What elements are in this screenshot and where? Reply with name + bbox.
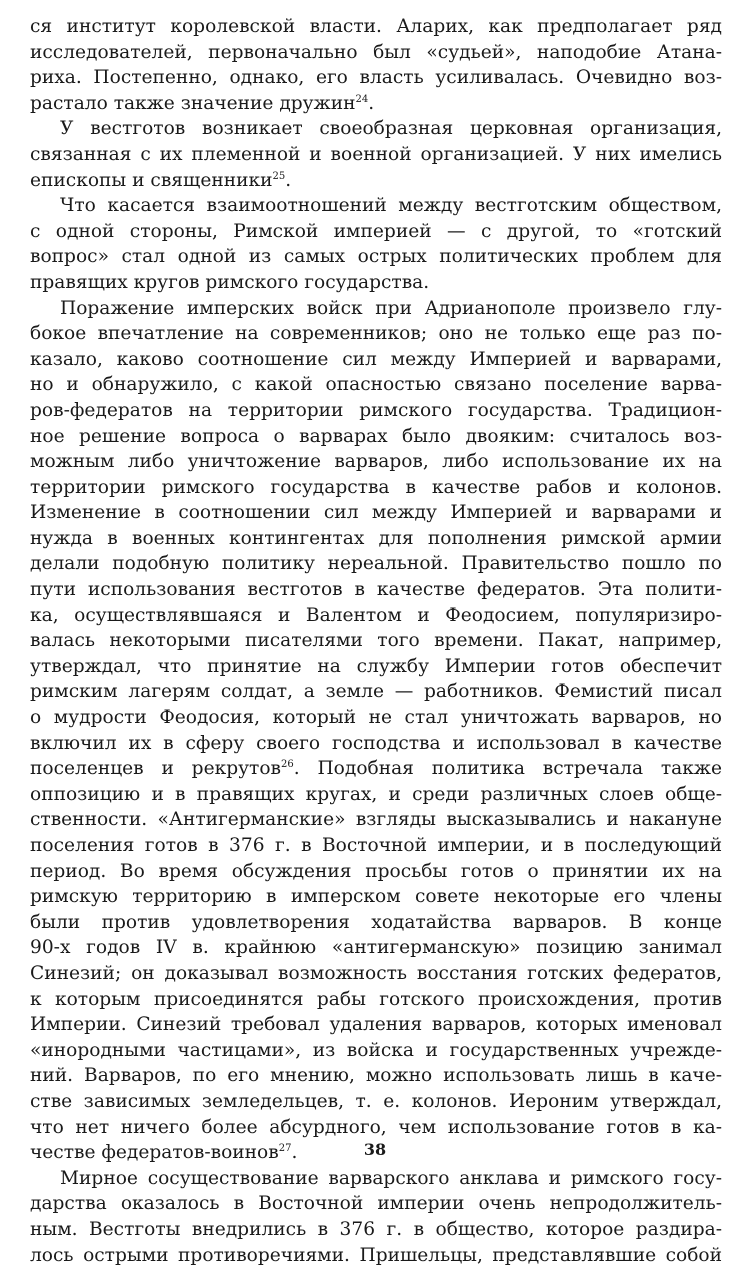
line-text: У вестготов возникает своеобразная церковная организация, — [60, 118, 722, 139]
text-line — [30, 628, 722, 654]
line-text: включил их в сферу своего господства и использовал в качестве — [30, 733, 722, 754]
footnote-ref: 24 — [356, 94, 369, 105]
line-text: казало, каково соотношение сил между Империей и варварами, — [30, 349, 722, 370]
text-line — [30, 244, 722, 270]
line-text: 90-х годов IV в. крайнюю «антигерманскую» позицию занимал — [30, 937, 722, 958]
text-line — [30, 449, 722, 475]
text-line — [30, 116, 722, 142]
text-line — [30, 1089, 722, 1115]
line-text: лось острыми противоречиями. Пришельцы, представлявшие собой — [30, 1245, 722, 1266]
text-line — [30, 475, 722, 501]
text-line — [30, 884, 722, 910]
line-text-tail: . Подобная политика встречала также — [294, 758, 722, 779]
text-line — [30, 731, 722, 757]
text-line — [30, 270, 722, 296]
text-line — [30, 782, 722, 808]
line-text: Империи. Синезий требовал удаления варваров, которых именовал — [30, 1014, 722, 1035]
line-text: поселенцев и рекрутов — [30, 758, 281, 779]
line-text: территории римского государства в качестве рабов и колонов. — [30, 477, 722, 498]
footnote-ref: 26 — [281, 759, 294, 770]
page-body — [30, 14, 722, 1268]
line-text: стве зависимых земледельцев, т. е. колонов. Иероним утверждал, — [30, 1091, 722, 1112]
line-text: период. Во время обсуждения просьбы готов о принятии их на — [30, 861, 722, 882]
text-line — [30, 219, 722, 245]
page-number: 38 — [0, 1140, 750, 1159]
text-line — [30, 1115, 722, 1141]
text-line — [30, 168, 722, 194]
text-line — [30, 679, 722, 705]
line-text: оппозицию и в правящих кругах, и среди различных слоев обще- — [30, 784, 722, 805]
line-text: ся институт королевской власти. Аларих, как предполагает ряд — [30, 16, 722, 37]
text-line — [30, 935, 722, 961]
footnote-ref: 25 — [273, 170, 286, 181]
line-text: Изменение в соотношении сил между Империей и варварами и — [30, 502, 722, 523]
text-line — [30, 321, 722, 347]
text-line — [30, 910, 722, 936]
text-line — [30, 1063, 722, 1089]
line-text-tail: . — [285, 170, 291, 191]
line-text: утверждал, что принятие на службу Империи готов обеспечит — [30, 656, 722, 677]
line-text: римским лагерям солдат, а земле — работников. Фемистий писал — [30, 681, 722, 702]
line-text: ка, осуществлявшаяся и Валентом и Феодосием, популяризиро- — [30, 605, 722, 626]
line-text-tail: . — [368, 93, 374, 114]
text-line — [30, 526, 722, 552]
text-line — [30, 1217, 722, 1243]
text-line — [30, 807, 722, 833]
text-line — [30, 1012, 722, 1038]
text-line — [30, 193, 722, 219]
line-text: с одной стороны, Римской империей — с другой, то «готский — [30, 221, 722, 242]
line-text: валась некоторыми писателями того времени. Пакат, например, — [30, 630, 722, 651]
line-text: но и обнаружило, с какой опасностью связано поселение варва- — [30, 374, 722, 395]
text-line — [30, 1166, 722, 1192]
text-line — [30, 372, 722, 398]
line-text: были против удовлетворения ходатайства варваров. В конце — [30, 912, 722, 933]
line-text: Мирное сосуществование варварского анклава и римского госу- — [60, 1168, 722, 1189]
line-text-tail: . — [291, 1142, 297, 1163]
line-text: поселения готов в 376 г. в Восточной империи, и в последующий — [30, 835, 722, 856]
text-line — [30, 987, 722, 1013]
line-text: о мудрости Феодосия, который не стал уничтожать варваров, но — [30, 707, 722, 728]
line-text: ний. Варваров, по его мнению, можно использовать лишь в каче- — [30, 1065, 722, 1086]
line-text: ров-федератов на территории римского государства. Традицион- — [30, 400, 722, 421]
line-text: бокое впечатление на современников; оно не только еще раз по- — [30, 323, 722, 344]
line-text: можным либо уничтожение варваров, либо использование их на — [30, 451, 722, 472]
line-text: вопрос» стал одной из самых острых политических проблем для — [30, 246, 722, 267]
line-text: что нет ничего более абсурдного, чем использование готов в ка- — [30, 1117, 722, 1138]
line-text: Что касается взаимоотношений между вестготским обществом, — [60, 195, 722, 216]
line-text: нужда в военных контингентах для пополнения римской армии — [30, 528, 722, 549]
line-text: делали подобную политику нереальной. Правительство пошло по — [30, 553, 722, 574]
line-text: дарства оказалось в Восточной империи очень непродолжитель- — [30, 1193, 722, 1214]
text-line — [30, 756, 722, 782]
text-line — [30, 424, 722, 450]
text-line — [30, 398, 722, 424]
line-text: Синезий; он доказывал возможность восстания готских федератов, — [30, 963, 722, 984]
text-line — [30, 296, 722, 322]
text-line — [30, 14, 722, 40]
line-text: римскую территорию в имперском совете некоторые его члены — [30, 886, 722, 907]
line-text: пути использования вестготов в качестве федератов. Эта полити- — [30, 579, 722, 600]
line-text: растало также значение дружин — [30, 93, 356, 114]
text-line — [30, 1038, 722, 1064]
text-line — [30, 961, 722, 987]
line-text: исследователей, первоначально был «судьей», наподобие Атана- — [30, 42, 722, 63]
text-line — [30, 859, 722, 885]
line-text: ное решение вопроса о варварах было двояким: считалось воз- — [30, 426, 722, 447]
line-text: Поражение имперских войск при Адрианополе произвело глу- — [60, 298, 722, 319]
text-line — [30, 500, 722, 526]
text-line — [30, 603, 722, 629]
line-text: «инородными частицами», из войска и государственных учрежде- — [30, 1040, 722, 1061]
line-text: епископы и священники — [30, 170, 273, 191]
text-line — [30, 142, 722, 168]
text-line — [30, 347, 722, 373]
line-text: связанная с их племенной и военной организацией. У них имелись — [30, 144, 722, 165]
text-line — [30, 654, 722, 680]
text-line — [30, 551, 722, 577]
line-text: ственности. «Антигерманские» взгляды высказывались и накануне — [30, 809, 722, 830]
text-line — [30, 705, 722, 731]
line-text: к которым присоединятся рабы готского происхождения, против — [30, 989, 722, 1010]
text-line — [30, 91, 722, 117]
text-line — [30, 1191, 722, 1217]
text-line — [30, 833, 722, 859]
text-line — [30, 577, 722, 603]
line-text: правящих кругов римского государства. — [30, 272, 429, 293]
footnote-ref: 27 — [279, 1143, 292, 1154]
text-line — [30, 1243, 722, 1268]
line-text: риха. Постепенно, однако, его власть усиливалась. Очевидно воз- — [30, 67, 722, 88]
line-text: ным. Вестготы внедрились в 376 г. в общество, которое раздира- — [30, 1219, 722, 1240]
line-text: честве федератов-воинов — [30, 1142, 279, 1163]
text-line — [30, 65, 722, 91]
text-line — [30, 40, 722, 66]
